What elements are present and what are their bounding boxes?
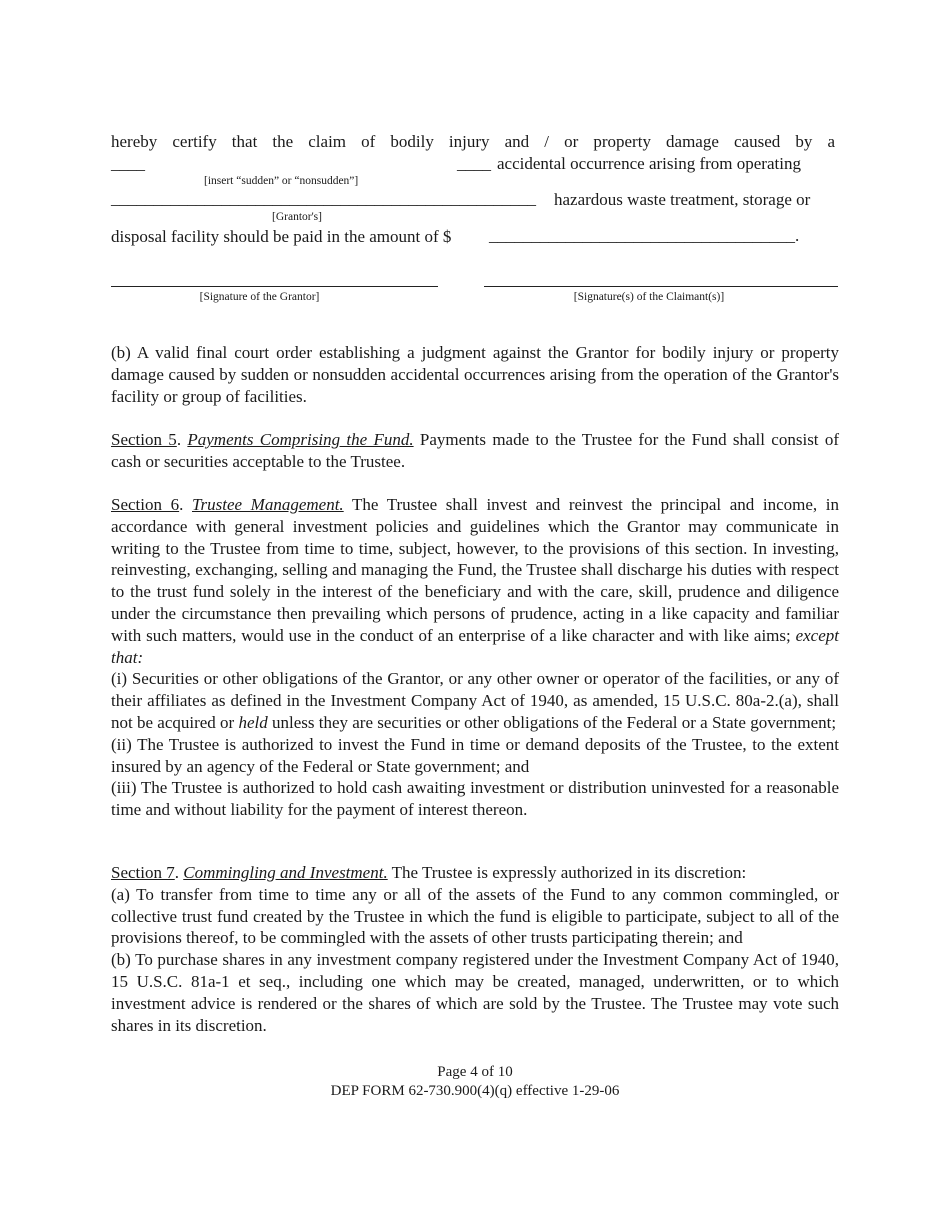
section-7-label: Section 7 bbox=[111, 863, 175, 882]
section-7-title: Commingling and Investment. bbox=[183, 863, 388, 882]
section-7-item-a: (a) To transfer from time to time any or all of the assets of the Fund to any common commingled, or collective trust fund created by the Trustee in which the fund is eligible to participate, subject to all of the provisions thereof, to be commingled with the assets of other trusts participating therein; and bbox=[111, 884, 839, 948]
section-6-item-ii: (ii) The Trustee is authorized to invest the Fund in time or demand deposits of the Trustee, to the extent insured by an agency of the Federal or State government; and bbox=[111, 734, 839, 776]
certify-line-3-text: hazardous waste treatment, storage or bbox=[554, 190, 811, 209]
claimant-signature-label: [Signature(s) of the Claimant(s)] bbox=[573, 291, 725, 303]
page-number: Page 4 of 10 bbox=[437, 1064, 513, 1080]
section-6-item-i bbox=[111, 668, 839, 733]
section-7-intro: Section 7. Commingling and Investment. The Trustee is expressly authorized in its discretion: bbox=[111, 863, 747, 882]
section-5-title: Payments Comprising the Fund. bbox=[187, 430, 414, 449]
grantor-signature-label: [Signature of the Grantor] bbox=[199, 291, 320, 303]
section-6-except: except that: bbox=[111, 625, 839, 667]
form-id: DEP FORM 62-730.900(4)(q) effective 1-29-06 bbox=[330, 1083, 620, 1099]
amount-blank: ____________________________________. bbox=[489, 226, 800, 245]
section-5-text: Payments made to the Trustee for the Fund shall consist of cash or securities acceptable to the Trustee. bbox=[111, 430, 839, 471]
section-7-item-b: (b) To purchase shares in any investment company registered under the Investment Company Act of 1940, 15 U.S.C. 81a-1 et seq., including one which may be created, managed, underwritten, or to which investment advice is rendered or the shares of which are sold by the Trustee. The Trustee may vote such shares in its discretion. bbox=[111, 950, 839, 1035]
grantor-blank: __________________________________________________ bbox=[111, 189, 536, 208]
certify-line-2-text: accidental occurrence arising from operating bbox=[497, 154, 801, 173]
sudden-blank-b: ____ bbox=[457, 154, 491, 173]
grantors-label: [Grantor's] bbox=[272, 211, 322, 223]
section-6-item-i-post: unless they are securities or other obligations of the Federal or a State government; bbox=[267, 712, 837, 732]
section-6-item-i-held: held bbox=[238, 712, 268, 732]
claimant-signature-line bbox=[484, 286, 838, 287]
section-6 bbox=[111, 494, 839, 821]
grantor-signature-line bbox=[111, 286, 438, 287]
certify-line-4-text: disposal facility should be paid in the amount of $ bbox=[111, 227, 452, 246]
section-6-text: The Trustee shall invest and reinvest the principal and income, in accordance with general investment policies and guidelines which the Grantor may communicate in writing to the Trustee from time to time, subject, however, to the provisions of this section. In investing, reinvesting, exchanging, selling and managing the Fund, the Trustee shall discharge his duties with respect to the trust fund solely in the interest of the beneficiary and with the care, skill, prudence and diligence under the circumstance then prevailing which persons of prudence, acting in a like capacity and familiar with such matters, would use in the conduct of an enterprise of a like character and with like aims; bbox=[111, 495, 840, 645]
insert-sudden-label: [insert “sudden” or “nonsudden”] bbox=[204, 175, 359, 187]
section-5: Section 5. Payments Comprising the Fund. Payments made to the Trustee for the Fund shall consist of cash or securities acceptable to the Trustee. bbox=[111, 430, 839, 471]
section-6-item-i-pre: (i) Securities or other obligations of the Grantor, or any other owner or operator of the facilities, or any of their affiliates as defined in the Investment Company Act of 1940, as amended, 15 U.S.C. 80a-2.(a), shall not be acquired or bbox=[111, 669, 839, 732]
section-6-title: Trustee Management. bbox=[192, 495, 344, 514]
section-6-intro: Section 6. Trustee Management. The Trustee shall invest and reinvest the principal and income, in accordance with general investment policies and guidelines which the Grantor may communicate in writing to the Trustee from time to time, subject, however, to the provisions of this section. In investing, reinvesting, exchanging, selling and managing the Fund, the Trustee shall discharge his duties with respect to the trust fund solely in the interest of the beneficiary and with the care, skill, prudence and diligence under the circumstance then prevailing which persons of prudence, acting in a like capacity and familiar with such matters, would use in the conduct of an enterprise of a like character and with like aims; except that: bbox=[111, 495, 840, 667]
certify-line-1: hereby certify that the claim of bodily injury and / or property damage caused by a bbox=[111, 132, 835, 151]
section-5-label: Section 5 bbox=[111, 430, 177, 449]
section-6-label: Section 6 bbox=[111, 495, 180, 514]
sudden-blank-a: ____ bbox=[111, 154, 145, 173]
section-6-item-iii: (iii) The Trustee is authorized to hold cash awaiting investment or distribution uninvested for a reasonable time and without liability for the payment of interest thereon. bbox=[111, 778, 839, 820]
section-7-text: The Trustee is expressly authorized in its discretion: bbox=[387, 863, 747, 882]
section-7 bbox=[111, 862, 839, 1036]
paragraph-b: (b) A valid final court order establishing a judgment against the Grantor for bodily injury or property damage caused by sudden or nonsudden accidental occurrences arising from the operation of the Grantor's facility or group of facilities. bbox=[111, 343, 839, 406]
